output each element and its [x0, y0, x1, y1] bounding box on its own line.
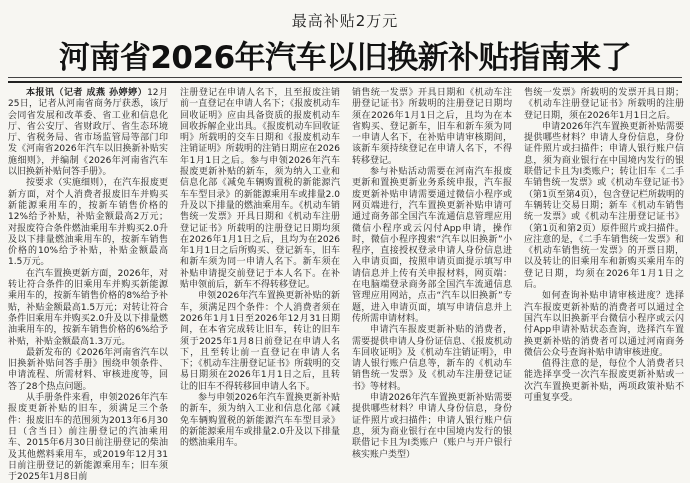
- lead-paragraph: [8, 88, 168, 178]
- body-paragraph: 从手册条件来看，申领2026年汽车报废更新补贴的旧车，须满足三个条件：报废旧车的范围须为2013年6月30日（含当日）前注册登记的汽油乘用车、2015年6月30日前注册登记的柴油及其他燃料乘用车，或2019年12月31日前注册登记的新能源乘用车；旧车须于2025年1月8日前: [8, 393, 168, 483]
- article-column-4: [524, 88, 684, 414]
- body-paragraph: 参与补贴活动需要在河南汽车报废更新和置换更新业务系统申报，汽车报废更新补贴申请需要通过微信小程序或网页端进行，汽车置换更新补贴申请可通过商务部全国汽车流通信息管理应用微信小程序或云闪付App申请，操作时，微信小程序搜索“汽车以旧换新”小程序，直接授权登录申请人身份信息进入申请页面，按照申请页面提示填写申请信息并上传有关申报材料，网页端：在电脑端登录商务部全国汽车流通信息管理应用网站，点击“汽车以旧换新”专题，进入申请页面，填写申请信息并上传所需申请材料。: [352, 167, 512, 324]
- body-paragraph: 按要求（实施细则），在汽车报废更新方面，对个人消费者报废旧车并购买新能源乘用车的，按新车销售价格的12%给予补贴，补贴金额最高2万元；对报废符合条件燃油乘用车并购买2.0升及以下排量燃油乘用车的，按新车销售价格的10%给予补贴，补贴金额最高1.5万元。: [8, 178, 168, 268]
- body-paragraph: 参与申领2026年汽车置换更新补贴的新车，须为纳入工业和信息化部《减免车辆购置税的新能源汽车车型目录》的新能源乘用车或排量2.0升及以下排量的燃油乘用车。: [180, 393, 340, 449]
- headline: 河南省2026年汽车以旧换新补贴指南来了: [58, 40, 632, 76]
- body-paragraph: 注册登记在申请人名下，且至报废注销前一直登记在申请人名下；《报废机动车回收证明》应由具备资质的报废机动车回收拆解企业出具。《报废机动车回收证明》所载明的交车日期和《报废机动车注销证明》所载明的注销日期应在2026年1月1日之后。参与申领2026年汽车报废更新补贴的新车，须为纳入工业和信息化部《减免车辆购置税的新能源汽车车型目录》的新能源乘用车或排量2.0升及以下排量的燃油乘用车。《机动车销售统一发票》开具日期和《机动车注册登记证书》所载明的注册登记日期均须在2026年1月1日之后，且均为在2026年1月1日之后所购买、登记新车，旧车和新车须为同一申请人名下。新车须在补贴申请提交前登记于本人名下。在补贴申领前后，新车不得转移登记。: [180, 88, 340, 291]
- body-paragraph: 售统一发票》所载明的发票开具日期；《机动车注册登记证书》所载明的注册登记日期，须在2026年1月1日之后。: [524, 88, 684, 121]
- body-paragraph: 如何查询补贴申请审核进度？选择汽车报废更新补贴的消费者可以通过全国汽车以旧换新平台微信小程序或云闪付App申请补贴状态查询，选择汽车置换更新补贴的消费者可以通过河南商务微信公众号查询补贴申请审核进度。: [524, 291, 684, 358]
- lead-text: 12月25日，记者从河南省商务厅获悉，该厅会同省发展和改革委、省工业和信息化厅、省公安厅、省财政厅、省生态环境厅、省税务局、省市场监管局等部门印发《河南省2026年汽车以旧换新补贴实施细则》，并编制《2026年河南省汽车以旧换新补贴问答手册》。: [8, 88, 168, 178]
- article-column-2: [180, 88, 340, 449]
- headline-divider-thick: [8, 81, 682, 83]
- article-column-3: [352, 88, 512, 460]
- body-paragraph: 值得注意的是，每位个人消费者只能选择享受一次汽车报废更新补贴或一次汽车置换更新补贴，两项政策补贴不可重复享受。: [524, 359, 684, 404]
- body-paragraph: 申请汽车报废更新补贴的消费者，需要提供申请人身份证信息、《报废机动车回收证明》及《机动车注销证明》，申请人银行账户信息等，新车的《机动车销售统一发票》及《机动车注册登记证书》等材料。: [352, 325, 512, 392]
- byline: 本报讯（记者 成燕 孙婷婷）: [26, 88, 148, 98]
- body-paragraph: 在汽车置换更新方面，2026年，对转让符合条件的旧乘用车并购买新能源乘用车的，按新车销售价格的8%给予补贴，补贴金额最高1.5万元；对转让符合条件旧乘用车并购买2.0升及以下排量燃油乘用车的，按新车销售价格的6%给予补贴，补贴金额最高1.3万元。: [8, 268, 168, 347]
- body-paragraph: 申请2026年汽车置换更新补贴需要提供哪些材料？申请人身份信息，身份证件照片或扫描件；申请人银行账户信息，须为商业银行在中国境内发行的银联借记卡且为I类账户（账户与开户银行核实账户类型）: [352, 393, 512, 460]
- headline-divider-thin: [8, 77, 682, 78]
- body-paragraph: 申领2026年汽车置换更新补贴的新车，须满足四个条件：个人消费者须在2026年1月1日至2026年12月31日期间，在本省完成转让旧车，转让的旧车须于2025年1月8日前登记在申请人名下，且至转让前一直登记在申请人名下；《机动车注册登记证书》所载明的交易日期须在2026年1月1日之后，且转让的旧车不得转移回申请人名下。: [180, 291, 340, 392]
- body-paragraph: 销售统一发票》开具日期和《机动车注册登记证书》所载明的注册登记日期均须在2026年1月1日之后，且均为在本省购买、登记新车，旧车和新车须为同一申请人名下，在补贴申请审核期间，该新车须持续登记在申请人名下，不得转移登记。: [352, 88, 512, 166]
- body-paragraph: 申请2026年汽车置换更新补贴需要提供哪些材料？申请人身份信息，身份证件照片或扫描件；申请人银行账户信息，须为商业银行在中国境内发行的银联借记卡且为I类账户；转让旧车《二手车销售统一发票》或《机动车登记证书》（第1页至第4页），包含登记栏所载明的车辆转让交易日期；新车《机动车销售统一发票》或《机动车注册登记证书》（第1页和第2页）原件照片或扫描件。应注意的是，《二手车销售统一发票》和《机动车销售统一发票》的开票日期，以及转让的旧乘用车和新购买乘用车的登记日期，均须在2026年1月1日之后。: [524, 121, 684, 291]
- article-body: [8, 88, 684, 483]
- body-paragraph: 最新发布的《2026年河南省汽车以旧换新补贴问答手册》围绕申领条件、申请流程、所需材料、审核进度等，回答了28个热点问题。: [8, 347, 168, 392]
- kicker-subtitle: 最高补贴2万元: [291, 12, 399, 30]
- article-column-1: [8, 88, 168, 483]
